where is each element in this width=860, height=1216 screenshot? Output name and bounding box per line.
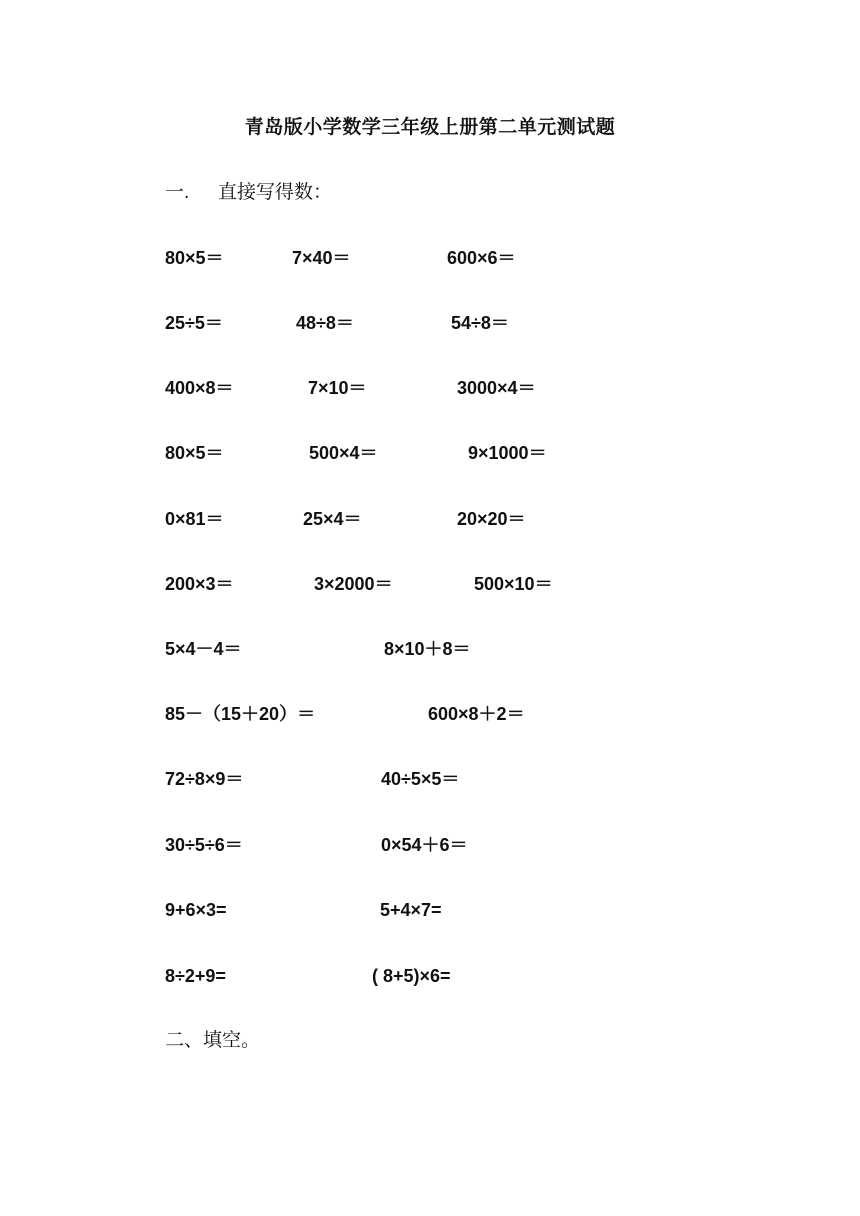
problem-item: 80×5＝ — [165, 443, 224, 463]
section-1-heading — [165, 181, 332, 205]
problem-item: 30÷5÷6＝ — [165, 835, 243, 855]
problem-item: 9+6×3= — [165, 900, 227, 920]
problem-row — [0, 246, 860, 270]
problem-item: 7×10＝ — [308, 378, 367, 398]
problem-item: 5+4×7= — [380, 900, 442, 920]
problem-item: 85－（15＋20）＝ — [165, 704, 316, 724]
problem-item: 3×2000＝ — [314, 574, 393, 594]
problem-row — [0, 441, 860, 465]
problem-item: 54÷8＝ — [451, 313, 509, 333]
problem-item: 25÷5＝ — [165, 313, 223, 333]
problem-item: 25×4＝ — [303, 509, 362, 529]
problem-row — [0, 898, 860, 922]
problem-row — [0, 376, 860, 400]
problem-item: 48÷8＝ — [296, 313, 354, 333]
problem-row — [0, 767, 860, 791]
problem-row — [0, 702, 860, 726]
section-2-heading: 二、填空。 — [165, 1030, 261, 1051]
problem-item: 400×8＝ — [165, 378, 234, 398]
problem-item: 7×40＝ — [292, 248, 351, 268]
problem-item: ( 8+5)×6= — [372, 966, 451, 986]
problem-row — [0, 637, 860, 661]
section-1-title: 直接写得数： — [218, 182, 333, 203]
problem-item: 0×54＋6＝ — [381, 835, 468, 855]
problem-item: 8×10＋8＝ — [384, 639, 471, 659]
problem-item: 8÷2+9= — [165, 966, 226, 986]
problem-row — [0, 833, 860, 857]
section-1-number: 一. — [165, 182, 190, 203]
problem-item: 200×3＝ — [165, 574, 234, 594]
problem-item: 0×81＝ — [165, 509, 224, 529]
problem-item: 9×1000＝ — [468, 443, 547, 463]
problem-item: 72÷8×9＝ — [165, 769, 244, 789]
problem-item: 600×6＝ — [447, 248, 516, 268]
problem-row — [0, 964, 860, 988]
problem-row — [0, 507, 860, 531]
problem-item: 20×20＝ — [457, 509, 526, 529]
page-title: 青岛版小学数学三年级上册第二单元测试题 — [244, 117, 616, 138]
problem-item: 500×10＝ — [474, 574, 553, 594]
problem-item: 80×5＝ — [165, 248, 224, 268]
problem-item: 5×4－4＝ — [165, 639, 242, 659]
problem-row — [0, 572, 860, 596]
problem-item: 600×8＋2＝ — [428, 704, 525, 724]
problem-item: 500×4＝ — [309, 443, 378, 463]
problem-item: 40÷5×5＝ — [381, 769, 460, 789]
problem-item: 3000×4＝ — [457, 378, 536, 398]
problem-row — [0, 311, 860, 335]
